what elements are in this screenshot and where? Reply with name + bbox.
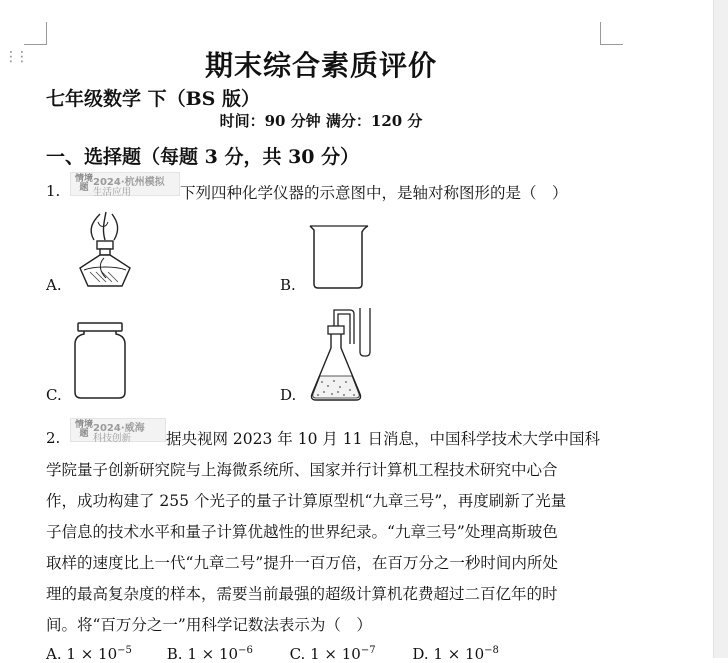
crop-mark-top-right — [600, 22, 623, 45]
option-a-label: A. — [46, 276, 62, 294]
vertical-scrollbar[interactable] — [713, 0, 728, 658]
option-d: D. $1 \times 10^{-8}$ — [412, 645, 499, 663]
question-2-line-3: 作，成功构建了 255 个光子的量子计算原型机“九章三号”，再度刷新了光量 — [46, 492, 567, 510]
question-2-line-4: 子信息的技术水平和量子计算优越性的世界纪录。“九章三号”处理高斯玻色 — [46, 523, 558, 541]
option-a: A. $1 \times 10^{-5}$ — [46, 645, 132, 663]
reagent-bottle-icon — [72, 320, 128, 400]
question-2-line-2: 学院量子创新研究院与上海微系统所、国家并行计算机工程技术研究中心合 — [46, 461, 558, 479]
exam-time-info: 时间：90 分钟 满分：120 分 — [219, 112, 423, 130]
question-2-number: 2. — [46, 429, 61, 447]
section-heading: 一、选择题（每题 3 分，共 30 分） — [46, 146, 360, 168]
question-1-text: 下列四种化学仪器的示意图中，是轴对称图形的是（ ） — [180, 184, 568, 202]
page-title: 期末综合素质评价 — [204, 49, 437, 82]
beaker-icon — [306, 222, 372, 292]
tag-source: 2024·杭州模拟 — [93, 177, 165, 188]
option-c: C. $1 \times 10^{-7}$ — [289, 645, 376, 663]
question-2-line-6: 理的最高复杂度的样本，需要当前最强的超级计算机花费超过二百亿年的时 — [46, 585, 558, 603]
option-b: B. $1 \times 10^{-6}$ — [166, 645, 253, 663]
question-2-line-1: 据央视网 2023 年 10 月 11 日消息，中国科学技术大学中国科 — [166, 430, 600, 448]
question-1-number: 1. — [46, 182, 61, 200]
tag-logo: 情境题 — [74, 420, 93, 439]
question-1-tag — [70, 172, 180, 196]
question-2-line-7: 间。将“百万分之一”用科学记数法表示为（ ） — [46, 616, 372, 634]
tag-source: 2024·威海 — [93, 423, 145, 434]
question-2-tag — [70, 418, 166, 442]
option-b-label: B. — [280, 276, 296, 294]
question-2-line-5: 取样的速度比上一代“九章二号”提升一百万倍，在百万分之一秒时间内所处 — [46, 554, 558, 572]
tag-category: 生活应用 — [93, 187, 132, 198]
question-2-options — [46, 645, 522, 663]
drag-handle-icon[interactable]: ⋮⋮ — [4, 49, 26, 65]
conical-flask-icon — [304, 304, 376, 404]
tag-category: 科技创新 — [93, 433, 132, 444]
option-d-label: D. — [280, 386, 297, 404]
exam-subtitle: 七年级数学 下（BS 版） — [46, 88, 261, 110]
alcohol-lamp-icon — [70, 208, 140, 290]
crop-mark-top-left — [24, 22, 47, 45]
option-c-label: C. — [46, 386, 62, 404]
tag-logo: 情境题 — [74, 174, 93, 193]
